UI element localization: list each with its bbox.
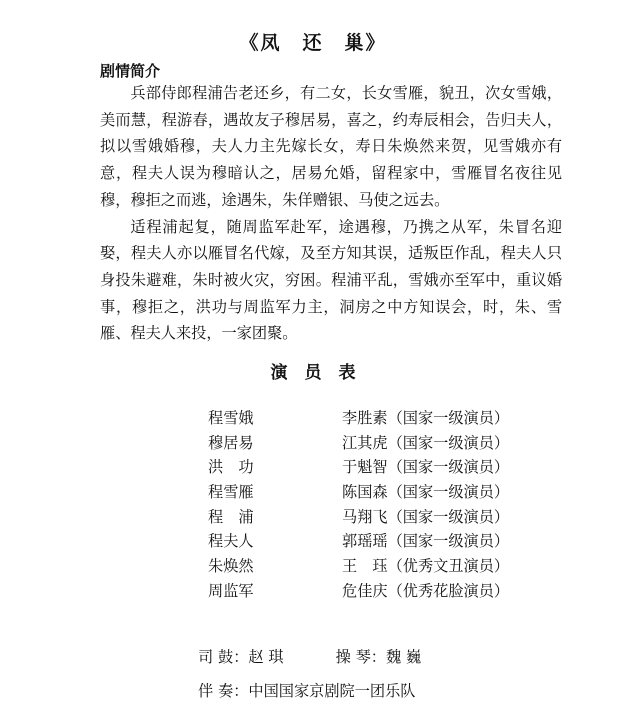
synopsis-heading: 剧情简介 bbox=[100, 62, 161, 80]
credits bbox=[198, 640, 421, 708]
cast-row bbox=[0, 554, 626, 579]
cast-actor: 郭瑶瑶（国家一级演员） bbox=[342, 532, 510, 551]
cast-role: 程雪雁 bbox=[208, 483, 254, 502]
cast-row bbox=[0, 529, 626, 554]
cast-role: 程夫人 bbox=[208, 532, 254, 551]
cast-actor: 陈国森（国家一级演员） bbox=[342, 483, 510, 502]
cast-role: 穆居易 bbox=[208, 433, 254, 452]
cast-row bbox=[0, 579, 626, 604]
credits-line-1 bbox=[198, 640, 421, 674]
credit-fiddle: 操 琴：魏 巍 bbox=[335, 648, 422, 666]
synopsis-body bbox=[100, 80, 562, 347]
cast-actor: 王 珏（优秀文丑演员） bbox=[342, 557, 510, 576]
credit-accompaniment: 伴 奏：中国国家京剧院一团乐队 bbox=[198, 682, 416, 700]
cast-role: 洪 功 bbox=[208, 458, 254, 477]
credits-line-2 bbox=[198, 674, 421, 708]
cast-actor: 危佳庆（优秀花脸演员） bbox=[342, 581, 510, 600]
cast-list bbox=[0, 406, 626, 604]
cast-actor: 马翔飞（国家一级演员） bbox=[342, 507, 510, 526]
synopsis-paragraph-1: 兵部侍郎程浦告老还乡，有二女，长女雪雁，貌丑，次女雪娥，美而慧，程游春，遇故友子穆居易，喜之，约寿辰相会，告归夫人，拟以雪娥婚穆，夫人力主先嫁长女，寿日朱焕然来贺，见雪娥亦有意，程夫人误为穆暗认之，居易允婚，留程家中，雪雁冒名夜往见穆，穆拒之而逃，途遇朱，朱佯赠银、马使之远去。 bbox=[100, 84, 562, 209]
cast-heading: 演 员 表 bbox=[270, 363, 356, 383]
cast-role: 程 浦 bbox=[208, 507, 254, 526]
cast-actor: 于魁智（国家一级演员） bbox=[342, 458, 510, 477]
cast-actor: 江其虎（国家一级演员） bbox=[342, 433, 510, 452]
cast-role: 周监军 bbox=[208, 581, 254, 600]
cast-actor: 李胜素（国家一级演员） bbox=[342, 409, 510, 427]
cast-row bbox=[0, 505, 626, 530]
cast-row bbox=[0, 406, 626, 431]
cast-row bbox=[0, 480, 626, 505]
page-title: 《凤 还 巢》 bbox=[239, 32, 387, 54]
cast-row bbox=[0, 431, 626, 456]
cast-role: 程雪娥 bbox=[208, 409, 254, 427]
credit-drum: 司 鼓：赵 琪 bbox=[198, 648, 284, 666]
synopsis-paragraph-2: 适程浦起复，随周监军赴军，途遇穆，乃携之从军，朱冒名迎娶，程夫人亦以雁冒名代嫁，及至方知其误，适叛臣作乱，程夫人只身投朱避难，朱时被火灾，穷困。程浦平乱，雪娥亦至军中，重议婚事，穆拒之，洪功与周监军力主，洞房之中方知误会，时，朱、雪雁、程夫人来投，一家团聚。 bbox=[100, 217, 562, 343]
cast-role: 朱焕然 bbox=[208, 557, 254, 576]
cast-row bbox=[0, 455, 626, 480]
